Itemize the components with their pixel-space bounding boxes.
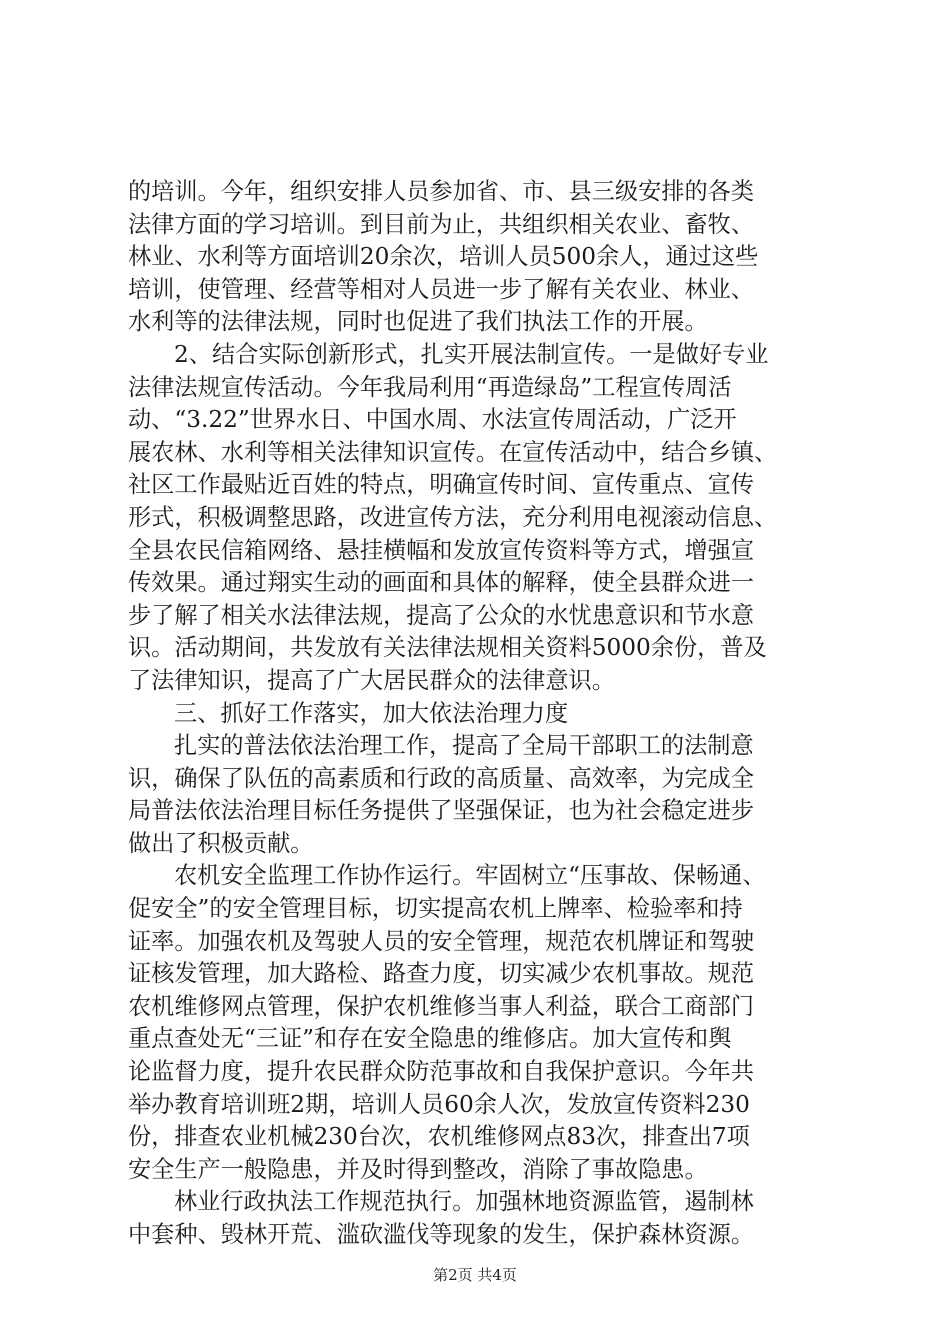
text-line: 林业、水利等方面培训20余次，培训人员500余人，通过这些 [128, 243, 759, 271]
text-line: 扎实的普法依法治理工作，提高了全局干部职工的法制意 [174, 732, 754, 760]
text-line: 安全生产一般隐患，并及时得到整改，消除了事故隐患。 [128, 1155, 708, 1183]
document-body [128, 176, 824, 1252]
page-footer: 第2页 共4页 [433, 1266, 517, 1284]
text-line: 证率。加强农机及驾驶人员的安全管理，规范农机牌证和驾驶 [128, 927, 755, 955]
text-line: 局普法依法治理目标任务提供了坚强保证，也为社会稳定进步 [128, 797, 755, 825]
text-line: 识。活动期间，共发放有关法律法规相关资料5000余份，普及 [128, 634, 767, 662]
text-line: 水利等的法律法规，同时也促进了我们执法工作的开展。 [128, 308, 708, 336]
text-line: 农机安全监理工作协作运行。牢固树立“压事故、保畅通、 [174, 862, 766, 890]
text-line: 林业行政执法工作规范执行。加强林地资源监管，遏制林 [174, 1188, 754, 1216]
text-line: 传效果。通过翔实生动的画面和具体的解释，使全县群众进一 [128, 569, 755, 597]
text-line: 了法律知识，提高了广大居民群众的法律意识。 [128, 666, 615, 694]
text-line: 做出了积极贡献。 [128, 829, 314, 857]
text-line: 举办教育培训班2期，培训人员60余人次，发放宣传资料230 [128, 1090, 750, 1118]
text-line: 论监督力度，提升农民群众防范事故和自我保护意识。今年共 [128, 1058, 755, 1086]
text-line: 培训，使管理、经营等相对人员进一步了解有关农业、林业、 [128, 275, 755, 303]
text-line: 农机维修网点管理，保护农机维修当事人利益，联合工商部门 [128, 992, 755, 1020]
text-line: 份，排查农业机械230台次，农机维修网点83次，排查出7项 [128, 1123, 750, 1151]
text-line: 三、抓好工作落实，加大依法治理力度 [174, 699, 569, 727]
text-line: 社区工作最贴近百姓的特点，明确宣传时间、宣传重点、宣传 [128, 471, 755, 499]
text-line: 2、结合实际创新形式，扎实开展法制宣传。一是做好专业 [174, 340, 769, 368]
text-line: 形式，积极调整思路，改进宣传方法，充分利用电视滚动信息、 [128, 503, 778, 531]
text-line: 全县农民信箱网络、悬挂横幅和发放宣传资料等方式，增强宣 [128, 536, 755, 564]
text-line: 中套种、毁林开荒、滥砍滥伐等现象的发生，保护森林资源。 [128, 1221, 755, 1248]
text-line: 重点查处无“三证”和存在安全隐患的维修店。加大宣传和舆 [128, 1025, 732, 1053]
text-line: 证核发管理，加大路检、路查力度，切实减少农机事故。规范 [128, 960, 755, 988]
text-line: 促安全”的安全管理目标，切实提高农机上牌率、检验率和持 [128, 895, 743, 923]
text-line: 法律方面的学习培训。到目前为止，共组织相关农业、畜牧、 [128, 210, 755, 238]
text-line: 展农林、水利等相关法律知识宣传。在宣传活动中，结合乡镇、 [128, 438, 778, 466]
text-line: 的培训。今年，组织安排人员参加省、市、县三级安排的各类 [128, 178, 755, 205]
text-line: 法律法规宣传活动。今年我局利用“再造绿岛”工程宣传周活 [128, 373, 732, 401]
text-line: 步了解了相关水法律法规，提高了公众的水忧患意识和节水意 [128, 601, 755, 629]
text-line: 识，确保了队伍的高素质和行政的高质量、高效率，为完成全 [128, 764, 755, 792]
text-line: 动、“3.22”世界水日、中国水周、水法宣传周活动，广泛开 [128, 406, 737, 434]
